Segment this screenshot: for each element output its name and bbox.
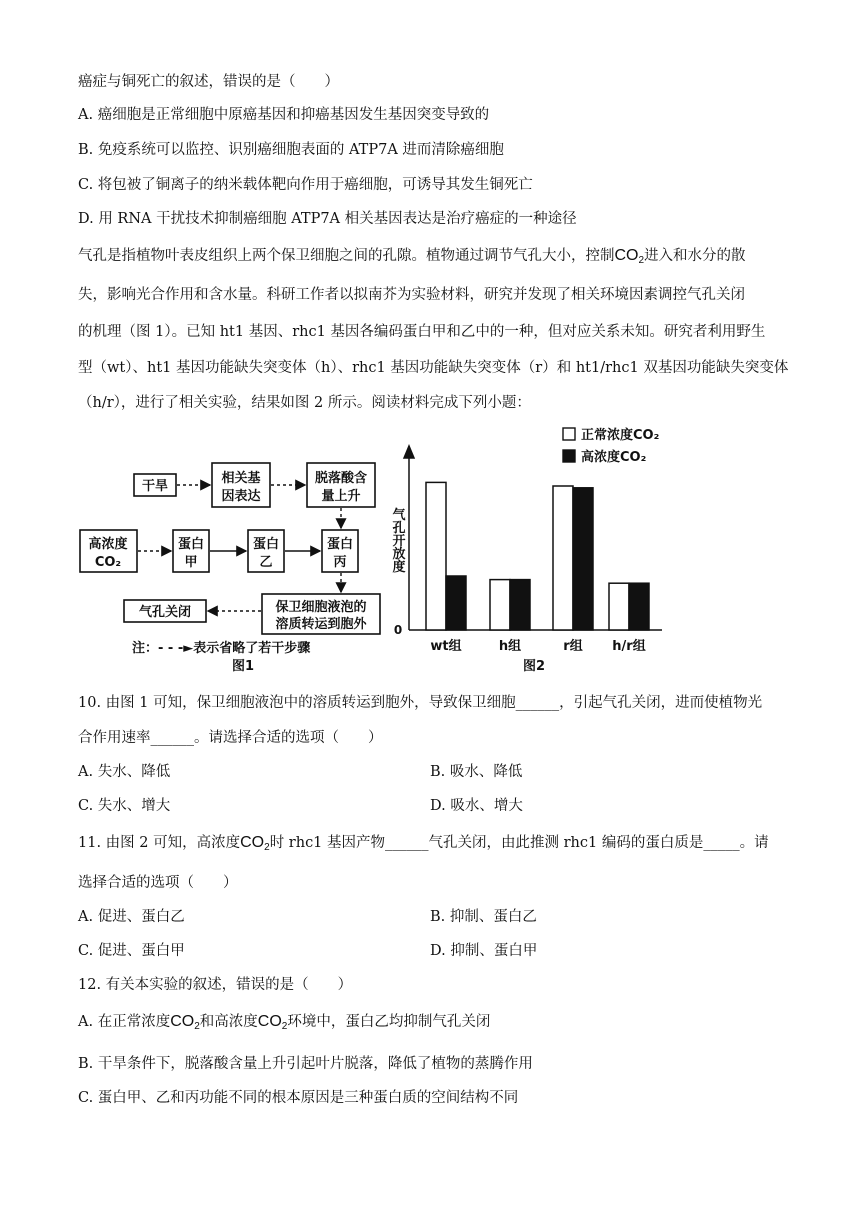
legend-label-1: 高浓度CO₂: [581, 450, 647, 465]
label-protein-b-2: 乙: [259, 555, 273, 570]
q12-option-a: A. 在正常浓度$CO_2$和高浓度$CO_2$环境中，蛋白乙均抑制气孔关闭: [78, 1013, 491, 1032]
figure-1-note: 注：- - -►表示省略了若干步骤: [132, 641, 311, 656]
passage-line-3: 的机理（图 1）。已知 ht1 基因、rhc1 基因各编码蛋白甲和乙中的一种，但对应关系未知。研究者利用野生: [78, 324, 766, 340]
label-aba-2: 量上升: [321, 489, 361, 504]
label-protein-c-1: 蛋白: [326, 537, 354, 552]
q10-option-d: D. 吸水、增大: [430, 798, 523, 814]
q9-option-a: A. 癌细胞是正常细胞中原癌基因和抑癌基因发生基因突变导致的: [78, 107, 490, 123]
legend-label-0: 正常浓度CO₂: [581, 428, 660, 443]
label-high-co2-1: 高浓度: [88, 537, 128, 552]
q10-option-b: B. 吸水、降低: [430, 764, 523, 780]
passage-line-5: （h/r），进行了相关实验，结果如图 2 所示。阅读材料完成下列小题：: [78, 395, 531, 411]
label-protein-c-2: 丙: [333, 555, 347, 570]
q10-stem-line-2: 合作用速率______。请选择合适的选项（ ）: [78, 730, 383, 746]
q11-option-b: B. 抑制、蛋白乙: [430, 909, 537, 925]
label-gene-1: 相关基: [221, 471, 261, 486]
q11-stem-line-1: 11. 由图 2 可知，高浓度$CO_2$时 rhc1 基因产物______气孔关闭，由此推测 rhc1 编码的蛋白质是_____。请: [78, 834, 769, 853]
q10-option-a: A. 失水、降低: [78, 764, 171, 780]
q12-option-b: B. 干旱条件下，脱落酸含量上升引起叶片脱落，降低了植物的蒸腾作用: [78, 1056, 533, 1072]
q11-stem-line-2: 选择合适的选项（ ）: [78, 875, 238, 891]
x-tick-label: h/r组: [612, 639, 646, 654]
label-gene-2: 因表达: [221, 489, 261, 504]
bar-normal-co2-3: [609, 583, 629, 630]
figure-1-caption: 图1: [231, 659, 255, 674]
passage-line-1: 气孔是指植物叶表皮组织上两个保卫细胞之间的孔隙。植物通过调节气孔大小，控制$CO_2$进入和水分的散: [78, 247, 746, 266]
bar-normal-co2-2: [553, 486, 573, 630]
legend-swatch-0: [563, 428, 575, 440]
co2-formula: $CO_2$: [170, 1013, 200, 1032]
q11-option-a: A. 促进、蛋白乙: [78, 909, 185, 925]
q9-option-b: B. 免疫系统可以监控、识别癌细胞表面的 ATP7A 进而清除癌细胞: [78, 142, 504, 158]
q12-stem: 12. 有关本实验的叙述，错误的是（ ）: [78, 977, 353, 993]
q9-option-c: C. 将包被了铜离子的纳米载体靶向作用于癌细胞，可诱导其发生铜死亡: [78, 177, 533, 193]
co2-formula: $CO_2$: [240, 834, 270, 853]
q9-stem-tail: 癌症与铜死亡的叙述，错误的是（ ）: [78, 74, 339, 90]
label-high-co2-2: CO₂: [94, 555, 122, 570]
y-origin-label: 0: [393, 623, 403, 637]
label-protein-b-1: 蛋白: [252, 537, 280, 552]
passage-line-4: 型（wt）、ht1 基因功能缺失突变体（h）、rhc1 基因功能缺失突变体（r）和 ht1/rhc1 双基因功能缺失突变体: [78, 360, 789, 376]
label-aba-1: 脱落酸含: [314, 471, 368, 486]
label-protein-a-2: 甲: [184, 555, 198, 570]
label-protein-a-1: 蛋白: [177, 537, 205, 552]
q10-stem-line-1: 10. 由图 1 可知，保卫细胞液泡中的溶质转运到胞外，导致保卫细胞______，引起气孔关闭，进而使植物光: [78, 695, 763, 711]
passage-line-2: 失，影响光合作用和含水量。科研工作者以拟南芥为实验材料，研究并发现了相关环境因素调控气孔关闭: [78, 287, 745, 303]
bar-high-co2-3: [629, 583, 649, 630]
label-drought: 干旱: [141, 479, 169, 494]
q11-option-d: D. 抑制、蛋白甲: [430, 943, 538, 959]
bar-high-co2-2: [573, 488, 593, 630]
figure-2-caption: 图2: [522, 659, 546, 674]
y-axis-arrow: [404, 446, 414, 458]
bar-normal-co2-0: [426, 482, 446, 630]
co2-formula: $CO_2$: [257, 1013, 288, 1032]
q12-option-c: C. 蛋白甲、乙和丙功能不同的根本原因是三种蛋白质的空间结构不同: [78, 1090, 519, 1106]
bar-high-co2-1: [510, 580, 530, 630]
x-tick-label: wt组: [430, 639, 462, 654]
legend-swatch-1: [563, 450, 575, 462]
q11-option-c: C. 促进、蛋白甲: [78, 943, 185, 959]
q9-option-d: D. 用 RNA 干扰技术抑制癌细胞 ATP7A 相关基因表达是治疗癌症的一种途径: [78, 211, 577, 227]
bar-normal-co2-1: [490, 580, 510, 630]
bar-high-co2-0: [446, 576, 466, 630]
label-guard-2: 溶质转运到胞外: [275, 617, 367, 632]
x-tick-label: r组: [563, 639, 583, 654]
x-tick-label: h组: [498, 639, 522, 654]
y-axis-label: 气孔开放度: [389, 507, 405, 573]
label-closure: 气孔关闭: [138, 605, 192, 620]
q10-option-c: C. 失水、增大: [78, 798, 171, 814]
co2-formula: $CO_2$: [614, 247, 645, 266]
label-guard-1: 保卫细胞液泡的: [275, 600, 367, 615]
